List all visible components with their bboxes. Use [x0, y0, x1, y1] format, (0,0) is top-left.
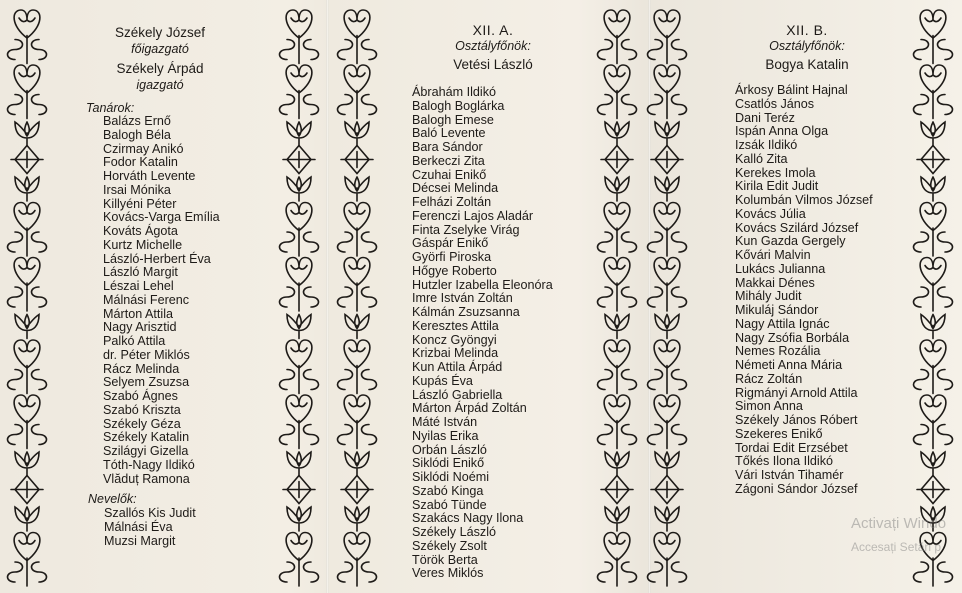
student-name: Kun Gazda Gergely	[735, 234, 846, 249]
heart-swirl-motif	[14, 533, 40, 561]
teacher-name: Málnási Ferenc	[103, 292, 190, 307]
student-name: Székely László	[412, 525, 496, 539]
director-name: Székely József	[114, 25, 206, 40]
folk-ornament-border-left	[646, 8, 688, 588]
heart-swirl-motif	[286, 65, 312, 93]
student-name: Imre István Zoltán	[412, 291, 513, 306]
s-scroll-motif	[8, 91, 47, 119]
student-name: Árkosy Bálint Hajnal	[735, 83, 848, 97]
teacher-name: Balázs Ernő	[103, 114, 171, 128]
s-scroll-motif	[598, 36, 637, 64]
tulip-motif	[345, 122, 369, 146]
folk-ornament-border-left	[6, 8, 48, 588]
teacher-name: Palkó Attila	[103, 334, 166, 348]
tulip-motif	[287, 177, 311, 201]
ornament-svg	[336, 8, 378, 588]
tulip-motif	[655, 315, 679, 339]
ornament-svg	[646, 8, 688, 588]
s-scroll-motif	[8, 366, 47, 394]
heart-swirl-motif	[286, 258, 312, 286]
student-name: Nagy Zsófia Borbála	[735, 330, 850, 345]
s-scroll-motif	[648, 366, 687, 394]
principal-role: igazgató	[136, 78, 184, 92]
tulip-motif	[605, 315, 629, 339]
student-name: Makkai Dénes	[735, 275, 815, 290]
s-scroll-motif	[598, 421, 637, 449]
s-scroll-motif	[280, 366, 319, 394]
tulip-motif	[345, 315, 369, 339]
student-name: Berkeczi Zita	[412, 153, 485, 168]
student-name: László Gabriella	[412, 387, 503, 402]
heart-swirl-motif	[604, 340, 630, 368]
student-name: Szekeres Enikő	[735, 426, 823, 441]
s-scroll-motif	[914, 366, 953, 394]
student-name: Siklódi Enikő	[412, 456, 485, 471]
heart-swirl-motif	[344, 533, 370, 561]
staff-panel	[0, 0, 328, 593]
s-scroll-motif	[598, 366, 637, 394]
heart-swirl-motif	[654, 10, 680, 38]
heart-swirl-motif	[920, 340, 946, 368]
student-name: Krizbai Melinda	[412, 346, 499, 361]
director-role: főigazgató	[131, 42, 189, 56]
student-name: Kun Attila Árpád	[412, 360, 503, 374]
ornament-svg	[278, 8, 320, 588]
diamond-star-motif	[341, 476, 373, 504]
student-name: Nagy Attila Ignác	[735, 316, 830, 331]
student-name: Tordai Edit Erzsébet	[735, 440, 848, 455]
student-name: Hőgye Roberto	[412, 263, 497, 278]
student-name: Szabó Kinga	[412, 483, 484, 498]
diamond-star-motif	[651, 146, 683, 174]
teacher-name: Fodor Katalin	[103, 155, 178, 170]
heart-swirl-motif	[654, 258, 680, 286]
s-scroll-motif	[648, 36, 687, 64]
student-name: Kerekes Imola	[735, 165, 816, 180]
s-scroll-motif	[598, 228, 637, 256]
tulip-motif	[921, 177, 945, 201]
diamond-star-motif	[341, 146, 373, 174]
class-12b-header	[702, 22, 912, 73]
s-scroll-motif	[914, 421, 953, 449]
diamond-star-motif	[11, 476, 43, 504]
teacher-name: Márton Attila	[103, 306, 173, 321]
ornament-svg	[6, 8, 48, 588]
student-name: Tőkés Ilona Ildikó	[735, 454, 834, 469]
diamond-star-motif	[283, 146, 315, 174]
s-scroll-motif	[8, 228, 47, 256]
folk-ornament-border-right	[596, 8, 638, 588]
class-12a-students	[412, 86, 553, 581]
student-name: Ábrahám Ildikó	[412, 85, 496, 99]
student-name: Zágoni Sándor József	[735, 481, 858, 496]
s-scroll-motif	[648, 558, 687, 586]
heart-swirl-motif	[920, 395, 946, 423]
diamond-star-motif	[11, 146, 43, 174]
educator-name: Szallós Kis Judit	[104, 506, 196, 520]
teacher-name: Kováts Ágota	[103, 224, 178, 238]
student-name: Mihály Judit	[735, 289, 802, 304]
student-name: Székely János Róbert	[735, 413, 858, 427]
student-name: Izsák Ildikó	[735, 138, 798, 152]
diamond-star-motif	[283, 476, 315, 504]
heart-swirl-motif	[14, 10, 40, 38]
ornament-svg	[912, 8, 954, 588]
diamond-star-motif	[651, 476, 683, 504]
s-scroll-motif	[280, 558, 319, 586]
heart-swirl-motif	[344, 203, 370, 231]
teacher-name: Nagy Arisztid	[103, 320, 177, 335]
diamond-star-motif	[917, 146, 949, 174]
student-name: Kővári Malvin	[735, 248, 811, 262]
tulip-motif	[287, 315, 311, 339]
heart-swirl-motif	[920, 10, 946, 38]
class-title: XII. B.	[786, 22, 828, 38]
heart-swirl-motif	[654, 533, 680, 561]
student-name: Keresztes Attila	[412, 318, 499, 333]
homeroom-teacher: Vetési László	[453, 57, 533, 72]
student-name: Siklódi Noémi	[412, 470, 489, 484]
class-12a-header	[388, 22, 598, 73]
s-scroll-motif	[8, 36, 47, 64]
student-name: Kovács Szilárd József	[735, 220, 859, 235]
s-scroll-motif	[338, 36, 377, 64]
teacher-name: dr. Péter Miklós	[103, 347, 190, 362]
s-scroll-motif	[338, 283, 377, 311]
heart-swirl-motif	[920, 258, 946, 286]
heart-swirl-motif	[344, 65, 370, 93]
educator-name: Málnási Éva	[104, 519, 173, 534]
heart-swirl-motif	[604, 533, 630, 561]
student-name: Simon Anna	[735, 399, 803, 414]
s-scroll-motif	[598, 283, 637, 311]
teacher-name: Szabó Kriszta	[103, 402, 181, 417]
tulip-motif	[921, 122, 945, 146]
heart-swirl-motif	[604, 203, 630, 231]
student-name: Orbán László	[412, 442, 487, 457]
tulip-motif	[15, 452, 39, 476]
s-scroll-motif	[914, 558, 953, 586]
heart-swirl-motif	[14, 395, 40, 423]
class-12a-panel	[328, 0, 650, 593]
student-name: Szakács Nagy Ilona	[412, 511, 524, 526]
s-scroll-motif	[648, 228, 687, 256]
tulip-motif	[15, 315, 39, 339]
student-name: Mikuláj Sándor	[735, 303, 819, 317]
s-scroll-motif	[8, 558, 47, 586]
s-scroll-motif	[8, 421, 47, 449]
folk-ornament-border-left	[336, 8, 378, 588]
heart-swirl-motif	[604, 10, 630, 38]
tulip-motif	[15, 507, 39, 531]
leadership-block	[60, 24, 260, 94]
teacher-name: Killyéni Péter	[103, 196, 177, 211]
diamond-star-motif	[601, 476, 633, 504]
student-name: Koncz Gyöngyi	[412, 332, 497, 347]
s-scroll-motif	[280, 91, 319, 119]
heart-swirl-motif	[654, 65, 680, 93]
teacher-name: Selyem Zsuzsa	[103, 375, 190, 390]
teacher-name: Horváth Levente	[103, 169, 196, 183]
student-name: Gáspár Enikő	[412, 236, 489, 251]
homeroom-teacher: Bogya Katalin	[765, 57, 849, 72]
student-name: Balogh Boglárka	[412, 98, 505, 113]
student-name: Kupás Éva	[412, 373, 473, 388]
student-name: Kálmán Zsuzsanna	[412, 305, 520, 319]
student-name: Hutzler Izabella Eleonóra	[412, 277, 553, 292]
student-name: Márton Árpád Zoltán	[412, 401, 527, 416]
tulip-motif	[287, 122, 311, 146]
tulip-motif	[287, 452, 311, 476]
diamond-star-motif	[917, 476, 949, 504]
heart-swirl-motif	[14, 258, 40, 286]
student-name: Györfi Piroska	[412, 250, 492, 264]
tulip-motif	[655, 507, 679, 531]
tulip-motif	[655, 122, 679, 146]
heart-swirl-motif	[344, 340, 370, 368]
tulip-motif	[15, 122, 39, 146]
tulip-motif	[921, 452, 945, 476]
tulip-motif	[655, 452, 679, 476]
student-name: Balogh Emese	[412, 112, 494, 127]
heart-swirl-motif	[654, 340, 680, 368]
s-scroll-motif	[914, 91, 953, 119]
s-scroll-motif	[338, 91, 377, 119]
s-scroll-motif	[338, 558, 377, 586]
tulip-motif	[605, 122, 629, 146]
student-name: Veres Miklós	[412, 566, 484, 581]
educator-name: Muzsi Margit	[104, 533, 176, 548]
heart-swirl-motif	[286, 395, 312, 423]
student-name: Csatlós János	[735, 96, 815, 111]
s-scroll-motif	[280, 421, 319, 449]
teachers-list	[103, 115, 220, 486]
diamond-star-motif	[601, 146, 633, 174]
activation-watermark-subtitle: Accesați Setări p	[851, 540, 942, 554]
tulip-motif	[605, 177, 629, 201]
heart-swirl-motif	[920, 203, 946, 231]
student-name: Nemes Rozália	[735, 344, 821, 359]
s-scroll-motif	[914, 283, 953, 311]
folk-ornament-border-right	[912, 8, 954, 588]
student-name: Kovács Júlia	[735, 206, 806, 221]
student-name: Dani Teréz	[735, 110, 795, 125]
student-name: Török Berta	[412, 552, 478, 567]
principal-name: Székely Árpád	[116, 61, 204, 76]
heart-swirl-motif	[286, 203, 312, 231]
student-name: Nyilas Erika	[412, 428, 479, 443]
teacher-name: Szabó Ágnes	[103, 389, 178, 403]
heart-swirl-motif	[604, 65, 630, 93]
student-name: Székely Zsolt	[412, 538, 487, 553]
teacher-name: Székely Géza	[103, 416, 181, 431]
s-scroll-motif	[338, 366, 377, 394]
student-name: Kalló Zita	[735, 151, 788, 166]
heart-swirl-motif	[286, 340, 312, 368]
student-name: Décsei Melinda	[412, 181, 499, 196]
tulip-motif	[345, 507, 369, 531]
s-scroll-motif	[648, 283, 687, 311]
heart-swirl-motif	[654, 395, 680, 423]
student-name: Németi Anna Mária	[735, 358, 843, 372]
heart-swirl-motif	[344, 395, 370, 423]
teacher-name: Kurtz Michelle	[103, 237, 183, 252]
s-scroll-motif	[914, 228, 953, 256]
tulip-motif	[605, 507, 629, 531]
class-title: XII. A.	[472, 22, 514, 38]
s-scroll-motif	[598, 91, 637, 119]
s-scroll-motif	[280, 283, 319, 311]
s-scroll-motif	[338, 228, 377, 256]
heart-swirl-motif	[604, 395, 630, 423]
heart-swirl-motif	[14, 340, 40, 368]
tulip-motif	[345, 452, 369, 476]
heart-swirl-motif	[344, 10, 370, 38]
class-12b-panel	[650, 0, 962, 593]
teacher-name: László Margit	[103, 265, 178, 280]
teacher-name: Kovács-Varga Emília	[103, 210, 220, 225]
student-name: Máté István	[412, 415, 478, 429]
student-name: Vári István Tihamér	[735, 468, 844, 482]
teacher-name: Rácz Melinda	[103, 361, 180, 376]
teacher-name: Balogh Béla	[103, 127, 171, 142]
tulip-motif	[921, 315, 945, 339]
student-name: Lukács Julianna	[735, 261, 826, 276]
teacher-name: Czirmay Anikó	[103, 141, 184, 156]
student-name: Kirila Edit Judit	[735, 179, 819, 194]
heart-swirl-motif	[920, 65, 946, 93]
teacher-name: László-Herbert Éva	[103, 251, 211, 266]
educators-list	[104, 507, 196, 548]
teachers-label: Tanárok:	[86, 101, 135, 115]
s-scroll-motif	[280, 36, 319, 64]
ornament-svg	[596, 8, 638, 588]
heart-swirl-motif	[344, 258, 370, 286]
tulip-motif	[287, 507, 311, 531]
tulip-motif	[15, 177, 39, 201]
student-name: Bara Sándor	[412, 140, 483, 154]
s-scroll-motif	[338, 421, 377, 449]
student-name: Czuhai Enikő	[412, 167, 487, 182]
heart-swirl-motif	[654, 203, 680, 231]
teacher-name: Tóth-Nagy Ildikó	[103, 457, 195, 472]
teacher-name: Vlăduț Ramona	[103, 471, 190, 486]
student-name: Kolumbán Vilmos József	[735, 193, 873, 207]
s-scroll-motif	[598, 558, 637, 586]
s-scroll-motif	[914, 36, 953, 64]
tulip-motif	[655, 177, 679, 201]
teacher-name: Székely Katalin	[103, 430, 190, 445]
student-name: Ispán Anna Olga	[735, 124, 829, 139]
student-name: Felházi Zoltán	[412, 195, 492, 209]
homeroom-label: Osztályfőnök:	[769, 39, 845, 53]
heart-swirl-motif	[286, 533, 312, 561]
student-name: Szabó Tünde	[412, 497, 487, 512]
s-scroll-motif	[648, 421, 687, 449]
tulip-motif	[605, 452, 629, 476]
activation-watermark-title: Activați Windo	[851, 515, 947, 532]
heart-swirl-motif	[286, 10, 312, 38]
student-name: Ferenczi Lajos Aladár	[412, 208, 534, 223]
s-scroll-motif	[280, 228, 319, 256]
teacher-name: Lészai Lehel	[103, 279, 174, 293]
class-12b-students	[735, 84, 873, 497]
student-name: Finta Zselyke Virág	[412, 222, 520, 237]
teacher-name: Szilágyi Gizella	[103, 444, 189, 458]
student-name: Baló Levente	[412, 126, 486, 141]
student-name: Rácz Zoltán	[735, 371, 803, 386]
s-scroll-motif	[648, 91, 687, 119]
tulip-motif	[345, 177, 369, 201]
heart-swirl-motif	[604, 258, 630, 286]
heart-swirl-motif	[14, 65, 40, 93]
s-scroll-motif	[8, 283, 47, 311]
heart-swirl-motif	[14, 203, 40, 231]
folk-ornament-border-right	[278, 8, 320, 588]
homeroom-label: Osztályfőnök:	[455, 39, 531, 53]
student-name: Rigmányi Arnold Attila	[735, 385, 858, 400]
teacher-name: Irsai Mónika	[103, 182, 171, 197]
educators-label: Nevelők:	[88, 492, 137, 506]
